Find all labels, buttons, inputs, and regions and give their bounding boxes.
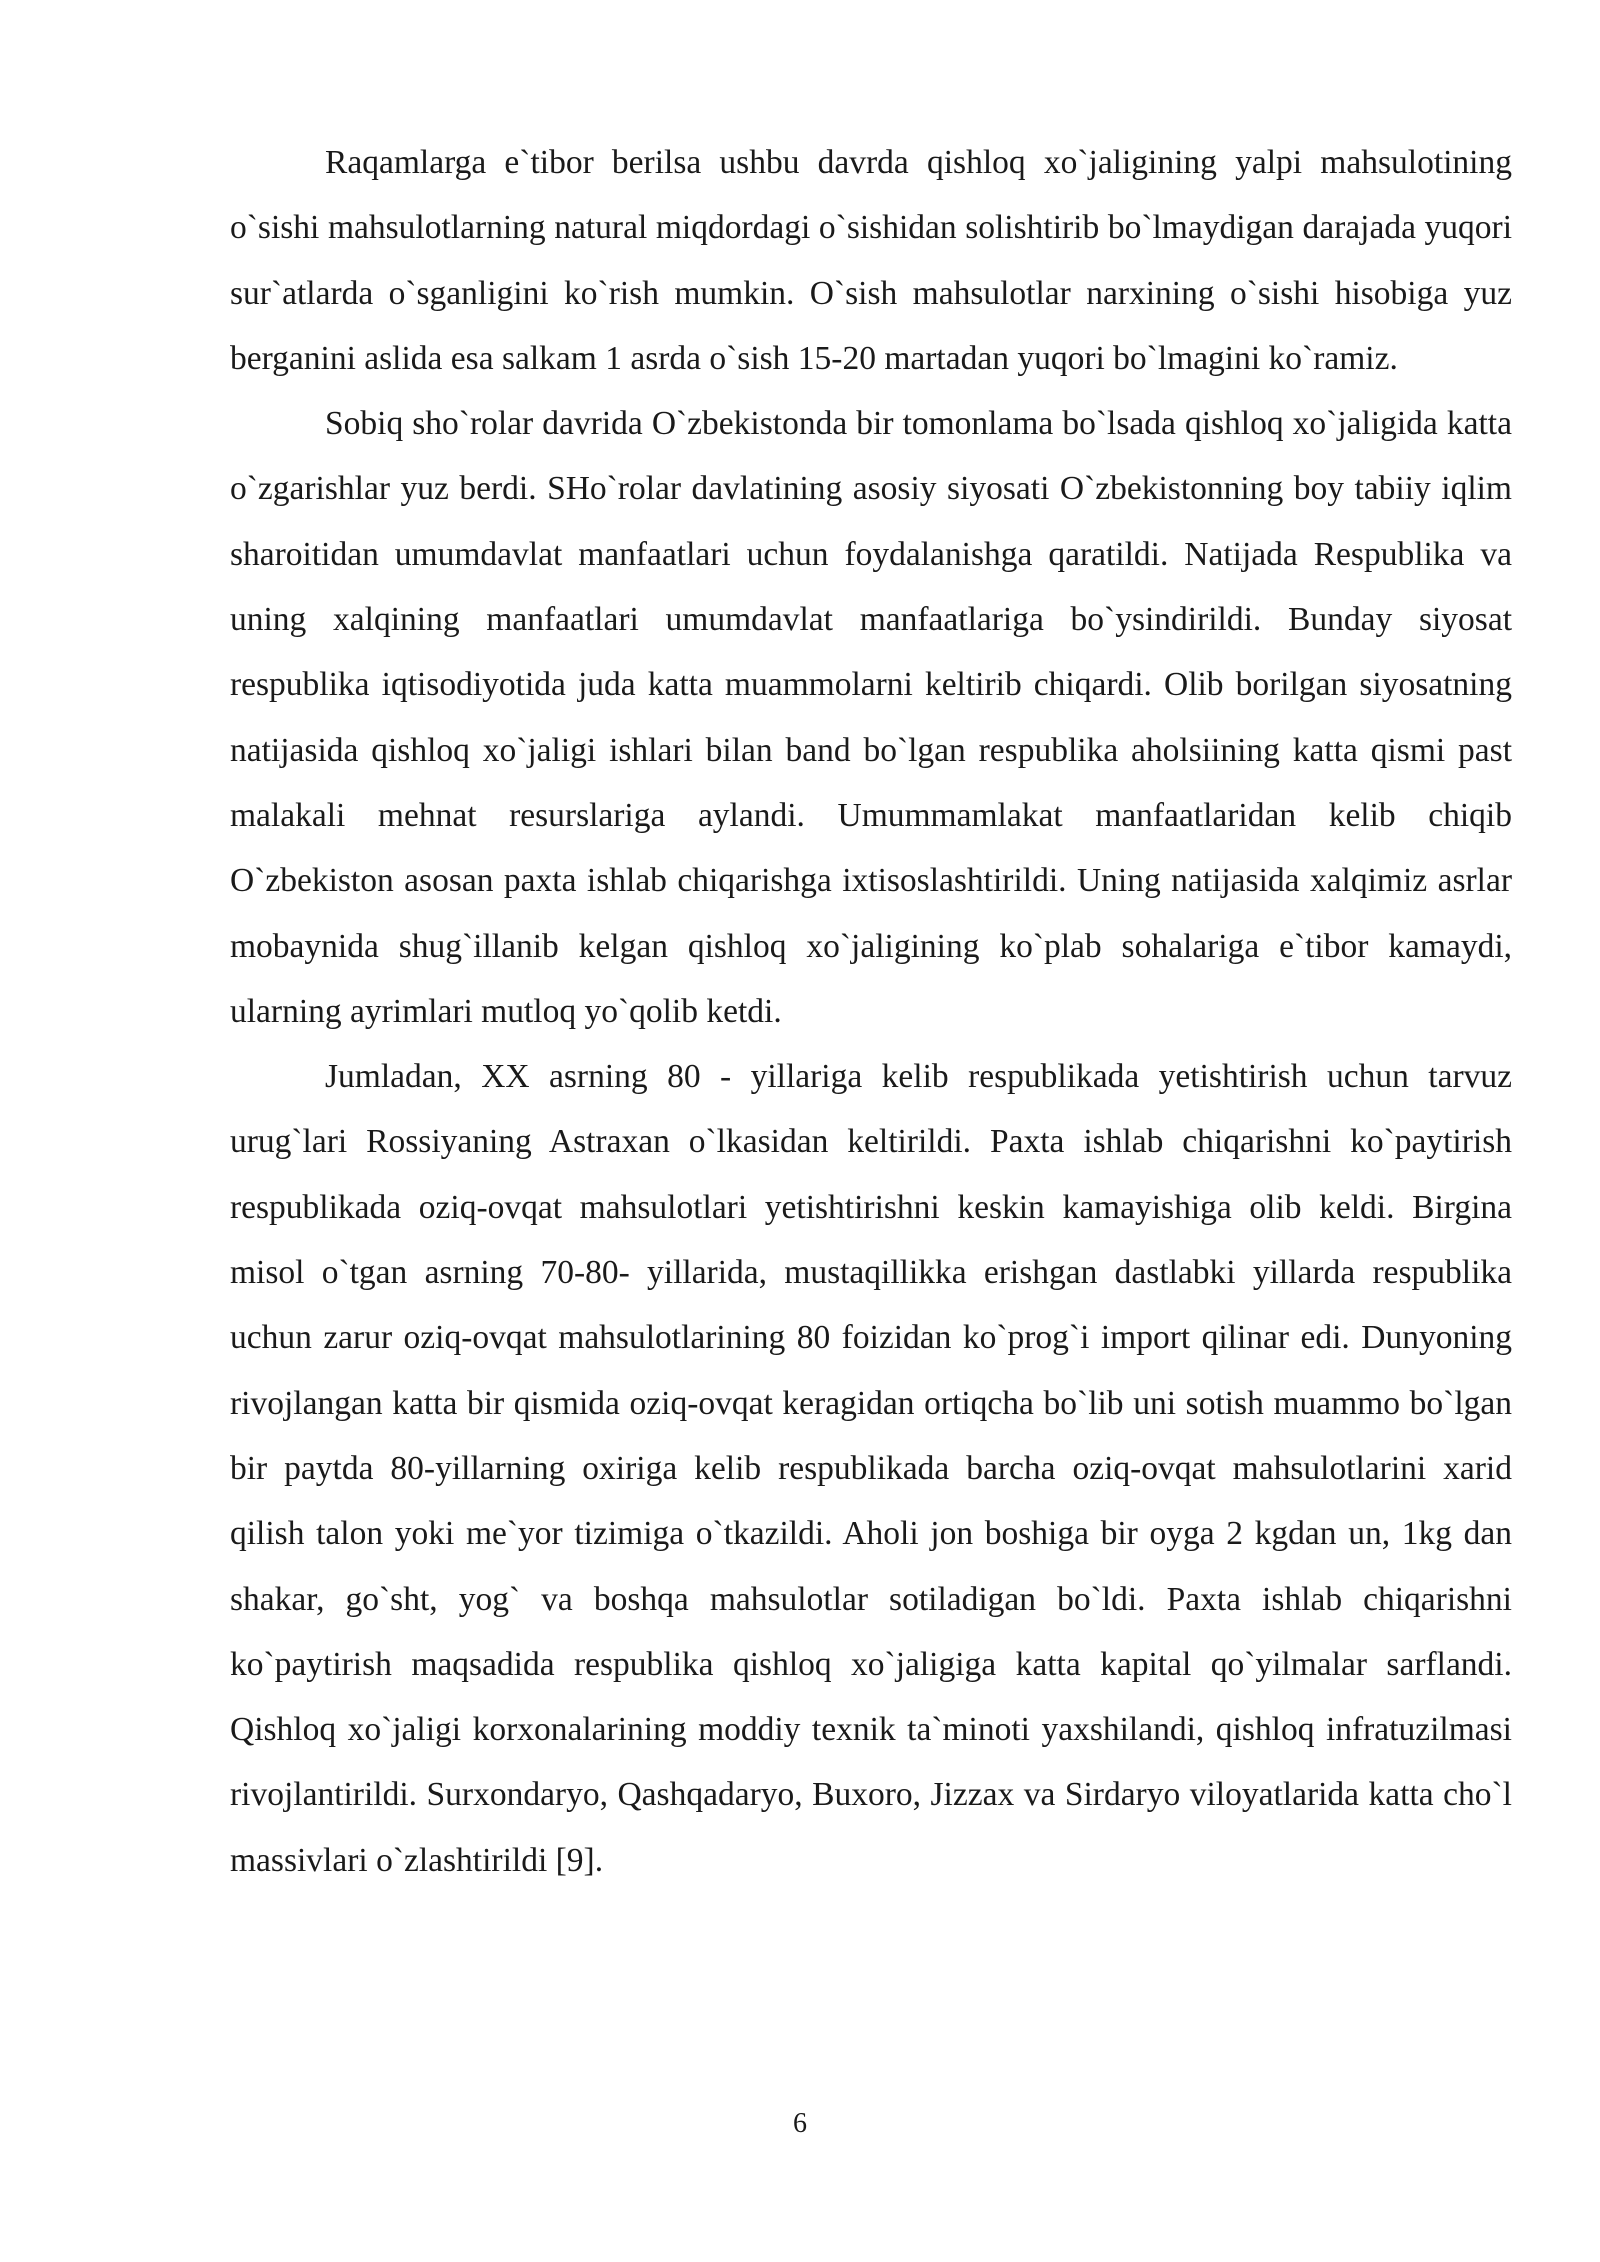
document-body	[230, 130, 1512, 1893]
paragraph-3: Jumladan, XX asrning 80 - yillariga kelib respublikada yetishtirish uchun tarvuz urug`lari Rossiyaning Astraxan o`lkasidan keltirildi. Paxta ishlab chiqarishni ko`paytirish respublikada oziq-ovqat mahsulotlari yetishtirishni keskin kamayishiga olib keldi. Birgina misol o`tgan asrning 70-80- yillarida, mustaqillikka erishgan dastlabki yillarda respublika uchun zarur oziq-ovqat mahsulotlarining 80 foizidan ko`prog`i import qilinar edi. Dunyoning rivojlangan katta bir qismida oziq-ovqat keragidan ortiqcha bo`lib uni sotish muammo bo`lgan bir paytda 80-yillarning oxiriga kelib respublikada barcha oziq-ovqat mahsulotlarini xarid qilish talon yoki me`yor tizimiga o`tkazildi. Aholi jon boshiga bir oyga 2 kgdan un, 1kg dan shakar, go`sht, yog` va boshqa mahsulotlar sotiladigan bo`ldi. Paxta ishlab chiqarishni ko`paytirish maqsadida respublika qishloq xo`jaligiga katta kapital qo`yilmalar sarflandi. Qishloq xo`jaligi korxonalarining moddiy texnik ta`minoti yaxshilandi, qishloq infratuzilmasi rivojlantirildi. Surxondaryo, Qashqadaryo, Buxoro, Jizzax va Sirdaryo viloyatlarida katta cho`l massivlari o`zlashtirildi [9].	[230, 1058, 1512, 1879]
page-number: 6	[793, 2108, 807, 2139]
paragraph-1: Raqamlarga e`tibor berilsa ushbu davrda qishloq xo`jaligining yalpi mahsulotining o`sishi mahsulotlarning natural miqdordagi o`sishidan solishtirib bo`lmaydigan darajada yuqori sur`atlarda o`sganligini ko`rish mumkin. O`sish mahsulotlar narxining o`sishi hisobiga yuz berganini aslida esa salkam 1 asrda o`sish 15-20 martadan yuqori bo`lmagini ko`ramiz.	[230, 144, 1512, 377]
paragraph-2: Sobiq sho`rolar davrida O`zbekistonda bir tomonlama bo`lsada qishloq xo`jaligida katta o`zgarishlar yuz berdi. SHo`rolar davlatining asosiy siyosati O`zbekistonning boy tabiiy iqlim sharoitidan umumdavlat manfaatlari uchun foydalanishga qaratildi. Natijada Respublika va uning xalqining manfaatlari umumdavlat manfaatlariga bo`ysindirildi. Bunday siyosat respublika iqtisodiyotida juda katta muammolarni keltirib chiqardi. Olib borilgan siyosatning natijasida qishloq xo`jaligi ishlari bilan band bo`lgan respublika aholsiining katta qismi past malakali mehnat resurslariga aylandi. Umummamlakat manfaatlaridan kelib chiqib O`zbekiston asosan paxta ishlab chiqarishga ixtisoslashtirildi. Uning natijasida xalqimiz asrlar mobaynida shug`illanib kelgan qishloq xo`jaligining ko`plab sohalariga e`tibor kamaydi, ularning ayrimlari mutloq yo`qolib ketdi.	[230, 405, 1512, 1030]
